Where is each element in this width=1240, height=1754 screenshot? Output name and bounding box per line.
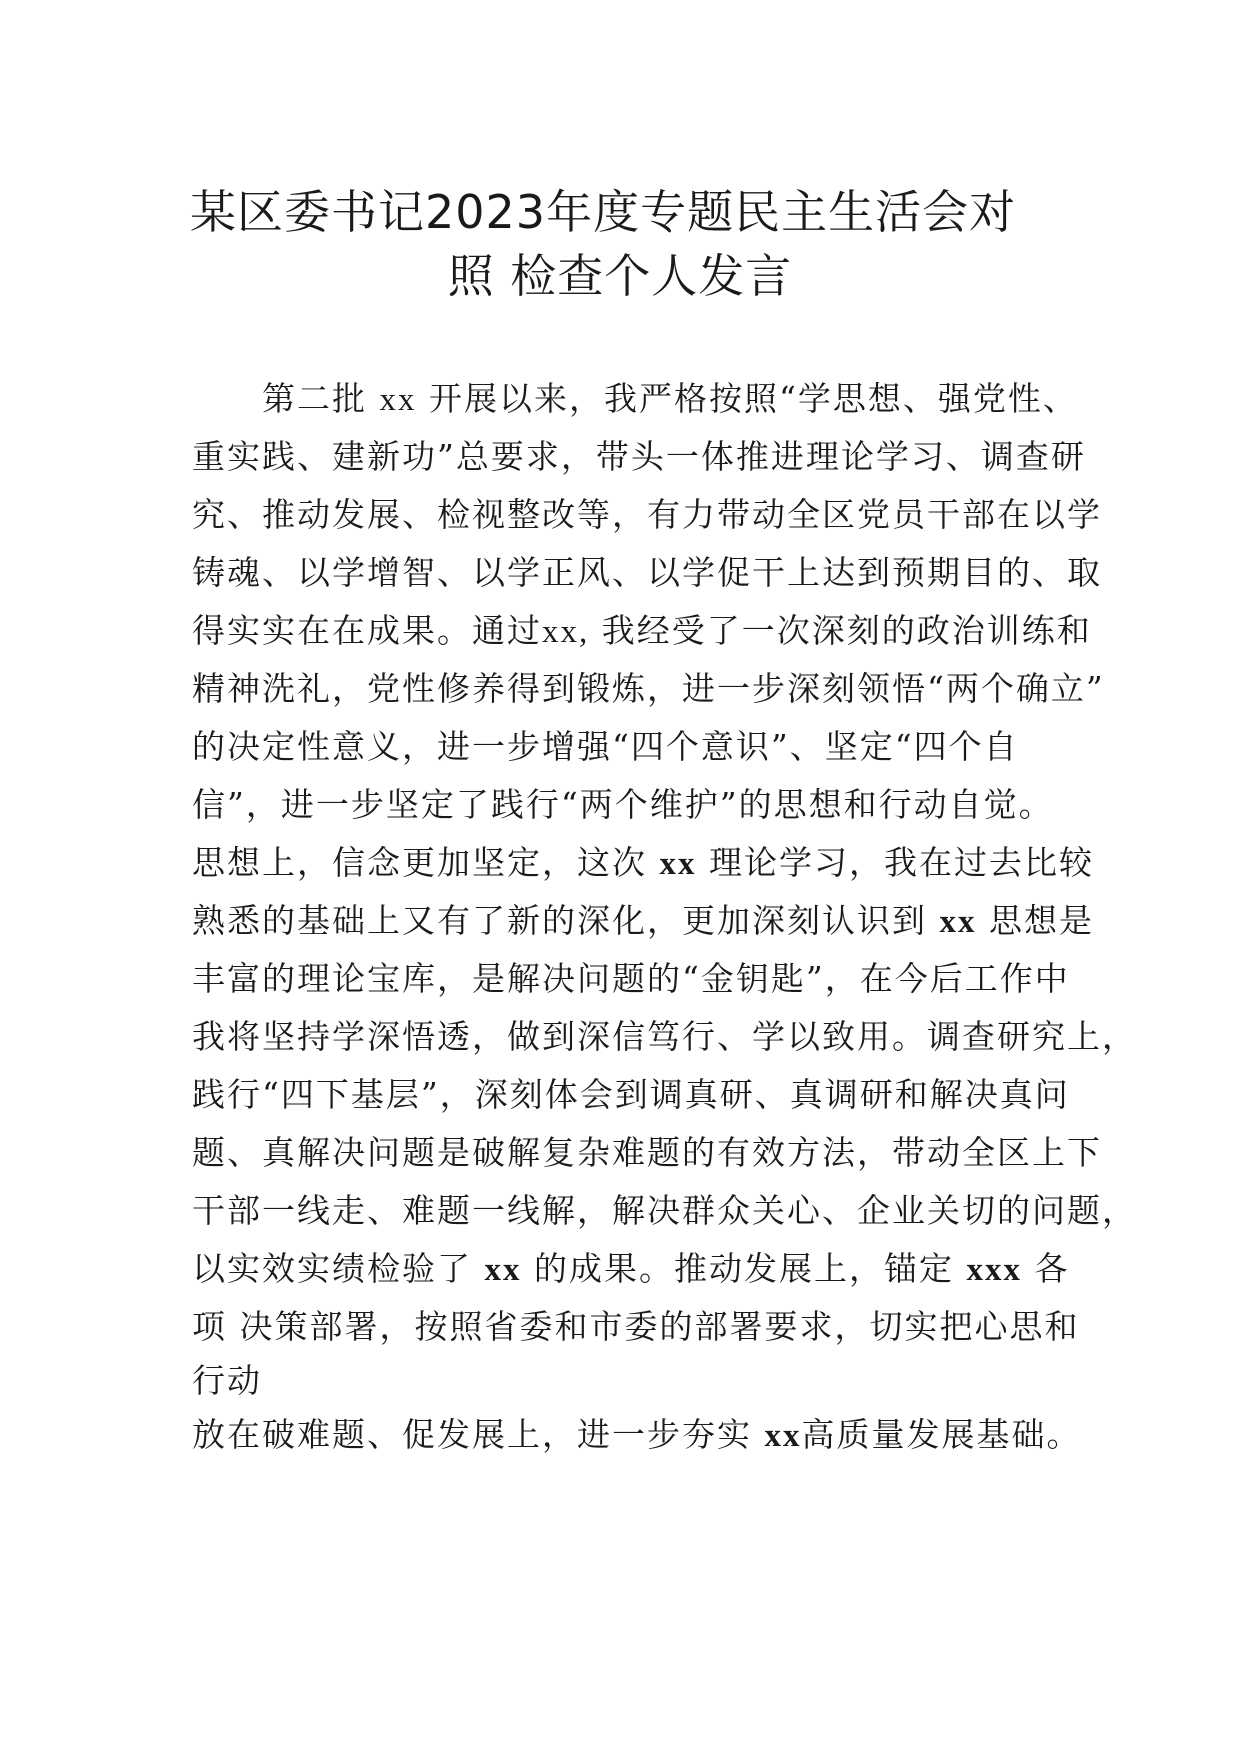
placeholder-xx: xx, [542,614,590,650]
body-line: 丰富的理论宝库，是解决问题的“金钥匙”，在今后工作中 [192,959,1070,998]
body-line: 究、推动发展、检视整改等，有力带动全区党员干部在以学 [192,495,1102,534]
document-title [190,180,1050,308]
document-body [192,370,1137,1464]
body-line: 熟悉的基础上又有了新的深化，更加深刻认识到 xx 思想是 [192,901,1094,940]
title-line-2: 照 检查个人发言 [447,249,793,303]
body-line: 项 决策部署，按照省委和市委的部署要求，切实把心思和 [192,1307,1080,1346]
body-line: 信”，进一步坚定了践行“两个维护”的思想和行动自觉。 [192,785,1054,824]
body-line: 第二批 xx 开展以来，我严格按照“学思想、强党性、 [262,379,1078,418]
placeholder-xx: xx [764,1418,802,1454]
body-line: 铸魂、以学增智、以学正风、以学促干上达到预期目的、取 [192,553,1102,592]
title-line-1: 某区委书记2023年度专题民主生活会对 [190,185,1017,239]
body-line: 得实实在在成果。通过xx, 我经受了一次深刻的政治训练和 [192,611,1092,650]
body-line: 的决定性意义，进一步增强“四个意识”、坚定“四个自 [192,727,1019,766]
body-line: 践行“四下基层”，深刻体会到调真研、真调研和解决真问 [192,1075,1070,1114]
body-line: 干部一线走、难题一线解，解决群众关心、企业关切的问题， [192,1191,1137,1230]
placeholder-xx: xx [659,846,697,882]
placeholder-xx: xx [379,382,417,418]
body-line: 我将坚持学深悟透，做到深信笃行、学以致用。调查研究上， [192,1017,1137,1056]
body-line: 重实践、建新功”总要求，带头一体推进理论学习、调查研 [192,437,1086,476]
body-line: 精神洗礼，党性修养得到锻炼，进一步深刻领悟“两个确立” [192,669,1105,708]
body-line: 题、真解决问题是破解复杂难题的有效方法，带动全区上下 [192,1133,1102,1172]
body-line: 思想上，信念更加坚定，这次 xx 理论学习，我在过去比较 [192,843,1094,882]
body-line: 以实效实绩检验了 xx 的成果。推动发展上，锚定 xxx 各 [192,1249,1070,1288]
placeholder-xx: xx [939,904,977,940]
placeholder-xxx: xxx [966,1252,1022,1288]
body-line: 行动 [192,1361,262,1400]
body-line: 放在破难题、促发展上，进一步夯实 xx高质量发展基础。 [192,1415,1082,1454]
placeholder-xx: xx [484,1252,522,1288]
